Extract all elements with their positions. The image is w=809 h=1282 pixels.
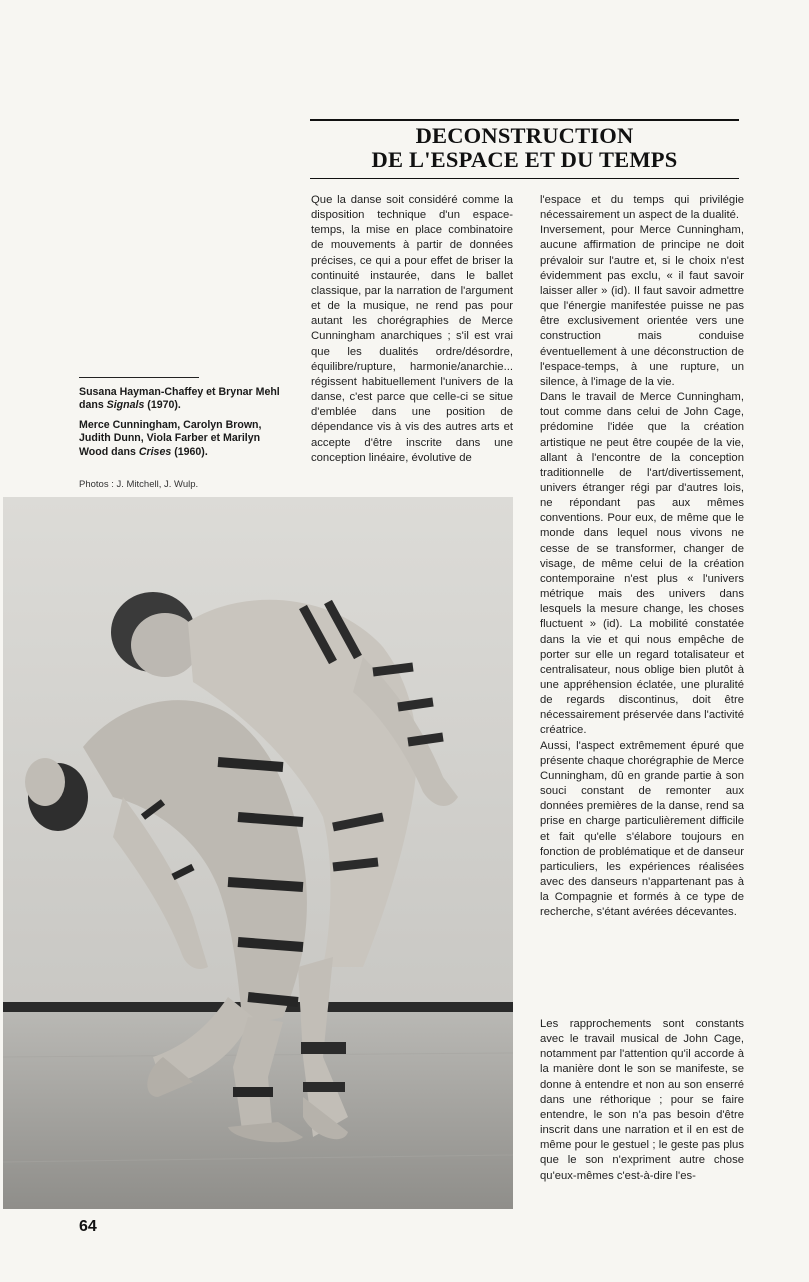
photo-caption-2	[79, 419, 289, 459]
caption-1-text: Susana Hayman-Chaffey et Brynar Mehl dans	[79, 386, 280, 412]
article-title	[310, 124, 739, 172]
column-2-paragraph-2: Inversement, pour Merce Cunningham, aucune affirmation de principe ne doit prévaloir sur l'autre et, si le choix n'est évidemment pas exclu, « il faut savoir laisser aller » (id). Il faut savoir admettre que l'énergie manifestée puisse ne pas être exclusivement orientée vers une construction mais conduise éventuellement à une déconstruction de l'espace-temps, à une rupture, un silence, à l'image de la vie.	[540, 224, 744, 388]
title-line-1: DECONSTRUCTION	[415, 123, 634, 148]
photo-caption-1	[79, 386, 289, 413]
column-3-paragraph: Les rapprochements sont constants avec le travail musical de John Cage, notamment par l'attention qu'il accorde à la manière dont le son se manifeste, se donne à entendre et non au son enserré dans une réthorique ; pour se faire entendre, le son n'a pas besoin d'être inscrit dans une narration et il en est de même pour le gestuel ; le geste pas plus que le son n'expriment autre chose qu'eux-mêmes c'est-à-dire l'es-	[540, 1018, 744, 1182]
caption-2-work-title: Crises	[138, 445, 172, 458]
dance-photograph	[3, 497, 513, 1209]
caption-rule	[79, 377, 199, 378]
column-1-paragraph: Que la danse soit considéré comme la disposition technique d'un espace-temps, la mise en place combinatoire de mouvements à partir de données précises, ce qui a pour effet de briser la continuité instaurée, dans le ballet classique, par la narration de l'argument et de la musique, ne rend pas pour autant les chorégraphies de Merce Cunningham anarchiques ; s'il est vrai que les dualités ordre/désordre, équilibre/rupture, harmonie/anarchie... régissent habituellement l'univers de la danse, c'est parce que celle-ci se situe d'emblée dans une position de dépendance vis à vis des autres arts et accepte d'être inscrite dans une conception linéaire, évolutive de	[311, 194, 513, 464]
text-column-2	[540, 193, 744, 921]
caption-2-text: Merce Cunningham, Carolyn Brown, Judith Dunn, Viola Farber et Marilyn Wood dans	[79, 419, 262, 458]
page-number: 64	[79, 1218, 97, 1235]
title-rule-bottom	[310, 178, 739, 179]
column-2-paragraph-1: l'espace et du temps qui privilégie nécessairement un aspect de la dualité.	[540, 194, 744, 222]
title-line-2: DE L'ESPACE ET DU TEMPS	[371, 147, 678, 172]
caption-2-year: (1960).	[171, 445, 208, 458]
photo-credits: Photos : J. Mitchell, J. Wulp.	[79, 479, 199, 490]
caption-1-work-title: Signals	[106, 399, 145, 412]
text-column-1	[311, 193, 513, 466]
caption-1-year: (1970).	[144, 399, 181, 412]
column-2-paragraph-4: Aussi, l'aspect extrêmement épuré que présente chaque chorégraphie de Merce Cunningham, dû en grande partie à son souci constant de remonter aux données premières de la danse, rend sa prise en charge particulièrement difficile et fait qu'elle s'élabore toujours en fonction de problématique et de danseur particuliers, les expériences réalisées avec des danseurs n'appartenant pas à la Compagnie et formés à ce type de recherche, s'étant avérées décevantes.	[540, 739, 744, 919]
text-column-3	[540, 1017, 744, 1184]
title-rule-top	[310, 119, 739, 121]
dance-photograph-illustration	[3, 497, 513, 1209]
column-2-paragraph-3: Dans le travail de Merce Cunningham, tout comme dans celui de John Cage, prédomine l'idée que la création artistique ne peut être coupée de la vie, allant à l'encontre de la conception traditionnelle de l'art/divertissement, univers étranger régi par d'autres lois, ne répondant pas aux mêmes conventions. Pour eux, de même que le monde dans lequel nous vivons ne cesse de se transformer, changer de visage, de même celui de la création contemporaine n'est plus « l'univers métrique mais des univers dans lesquels la mesure change, les choses fluctuent » (id). La mobilité constatée dans la vie et qui nous empêche de porter sur elle un regard totalisateur et centralisateur, nous oblige bien plutôt à une appréhension éclatée, une pluralité de regards discontinus, doit être nécessairement préservée dans l'activité créatrice.	[540, 391, 744, 737]
